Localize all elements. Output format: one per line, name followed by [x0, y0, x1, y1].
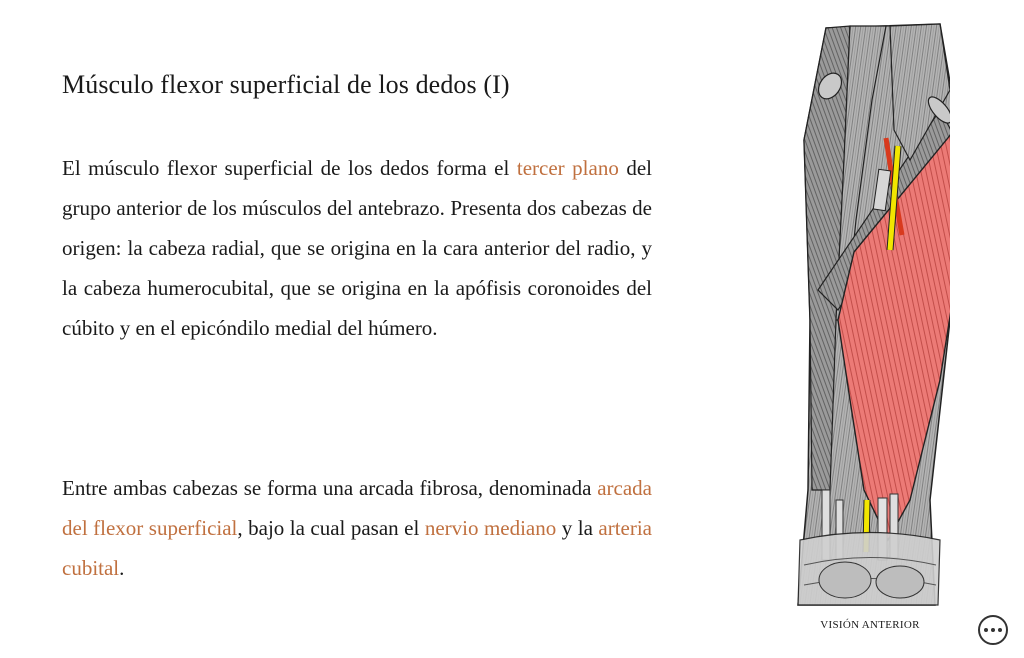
page-title: Músculo flexor superficial de los dedos (I): [62, 70, 510, 99]
paragraph-text: El músculo flexor superficial de los dedos forma el: [62, 156, 517, 180]
term-link-arcada[interactable]: arcada del flexor superficial: [62, 476, 652, 540]
term-link-tercer-plano[interactable]: tercer plano: [516, 156, 619, 180]
paragraph-origin: [62, 148, 652, 348]
paragraph-text: Entre ambas cabezas se forma una arcada fibrosa, denominada: [62, 476, 598, 500]
paragraph-text: , bajo la cual pasan el: [237, 516, 425, 540]
more-options-icon: [984, 628, 988, 632]
paragraph-arcade: [62, 468, 652, 588]
paragraph-text: del grupo anterior de los músculos del antebrazo. Presenta dos cabezas de origen: la cabeza radial, que se origina en la cara anterior del radio, y la cabeza humerocubital, que se origina en la apófisis coronoides del cúbito y en el epicóndilo medial del húmero.: [62, 156, 652, 340]
term-link-nervio-mediano[interactable]: nervio mediano: [424, 516, 557, 540]
more-options-icon: [998, 628, 1002, 632]
term-link-arteria-cubital[interactable]: arteria cubital: [62, 516, 652, 580]
figure-caption: VISIÓN ANTERIOR: [820, 619, 920, 631]
forearm-anatomy-illustration: [790, 20, 950, 612]
paragraph-text: .: [119, 556, 125, 580]
more-options-button[interactable]: [978, 615, 1008, 645]
more-options-icon: [991, 628, 995, 632]
paragraph-text: y la: [556, 516, 599, 540]
